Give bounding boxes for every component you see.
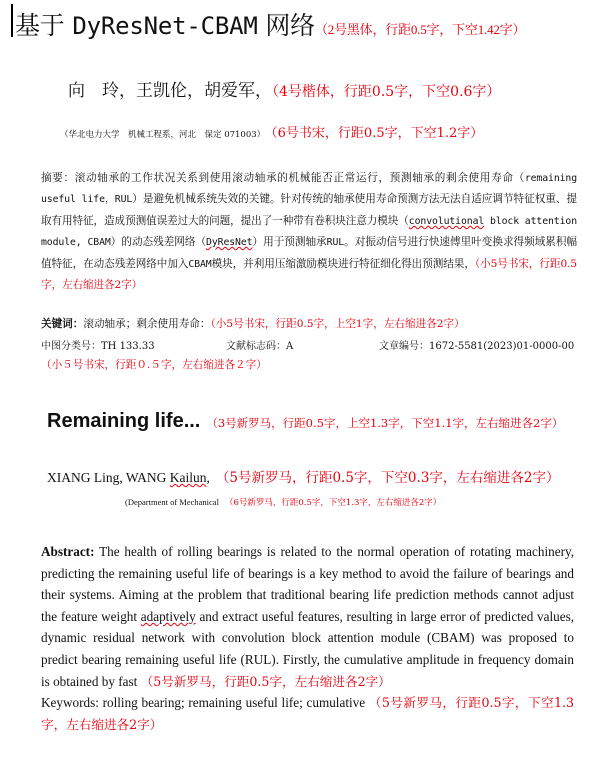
author-names: 向 玲，王凯伦，胡爱军， (68, 81, 272, 101)
abstract-cn-text: ）用于预测轴承 (252, 236, 327, 249)
abstract-en[interactable] (41, 541, 574, 735)
keywords-cn-format-note: （小5号书宋，行距0.5字，上空1字，左右缩进各2字） (210, 318, 465, 330)
keywords-cn[interactable] (41, 316, 577, 331)
abstract-en-text: and extract useful features, resulting in large error of predicted values, dynamic residual network with convolution block attention module (CBAM) was proposed to predict bearing remaining useful life (RUL). Firstly, the cumulative amplitude in frequency domain is obtained by fast (41, 608, 574, 689)
text-cursor (11, 4, 13, 37)
english-author-names: XIANG Ling, WANG (47, 470, 170, 485)
keywords-en-text: Keywords: rolling bearing; remaining useful life; cumulative (41, 695, 366, 711)
english-authors[interactable] (47, 466, 560, 486)
abstract-cn-term: RUL (326, 237, 345, 249)
english-title-format-note: （3号新罗马，行距0.5字，上空1.3字，下空1.1字，左右缩进各2字） (206, 416, 564, 430)
english-title-text: Remaining life... (47, 410, 201, 432)
abstract-cn-label: 摘要： (41, 172, 75, 184)
abstract-cn-term: block attention module, CBAM (41, 215, 577, 249)
abstract-cn-term: remaining useful life，RUL (41, 173, 578, 206)
spellcheck-underlined-word[interactable]: Kailun (169, 470, 207, 485)
english-author-names-end: , (206, 470, 210, 485)
abstract-cn-text: 模块，并利用压缩激励模块进行特征细化得出预测结果， (211, 257, 475, 270)
clc-number: 中图分类号：TH 133.33 (41, 341, 155, 352)
document-code: 文献标志码：A (226, 341, 294, 352)
paper-title[interactable] (15, 6, 525, 42)
english-authors-format-note: （5号新罗马，行距0.5字，下空0.3字，左右缩进各2字） (215, 470, 560, 486)
keywords-cn-text: 滚动轴承；剩余使用寿命： (83, 318, 211, 330)
english-affiliation-text: (Department of Mechanical (125, 497, 219, 507)
title-model-name: DyResNet-CBAM (72, 12, 258, 40)
abstract-cn-term: CBAM (188, 258, 212, 270)
abstract-cn-format-note: （小5号书宋，行距0.5字，左右缩进各2字） (41, 257, 578, 292)
keywords-cn-label: 关键词： (41, 318, 84, 330)
classification-format-note[interactable]: （小５号书宋，行距０.５字，左右缩进各２字） (41, 359, 267, 371)
title-cn-suffix: 网络 (265, 11, 315, 40)
affiliation-line[interactable] (60, 122, 483, 141)
affiliation-text: （华北电力大学 机械工程系，河北 保定 071003） (60, 130, 266, 140)
english-affiliation-format-note: （6号新罗马，行距0.5字，下空1.3字，左右缩进各2字） (224, 498, 442, 508)
spellcheck-underlined-word[interactable]: DyResNet (206, 237, 253, 249)
title-cn-prefix: 基于 (15, 11, 65, 40)
abstract-cn-text: ）是避免机械系统失效的关键。针对传统的轴承使用寿命预测方法无法自适应调节特征权重、提取有用特征，造成预测值误差过大的问题，提出了一种带有卷积块注意力模块（ (41, 193, 578, 227)
title-format-note: （2号黑体，行距0.5字，下空1.42字） (314, 22, 526, 37)
abstract-cn[interactable] (41, 168, 577, 296)
abstract-en-label: Abstract: (41, 544, 95, 559)
authors-format-note: （4号楷体，行距0.5字，下空0.6字） (272, 84, 501, 100)
keywords-en-format-note: （5号新罗马，行距0.5字，下空1.3字，左右缩进各2字） (41, 695, 575, 732)
spellcheck-underlined-word[interactable]: adaptively (140, 608, 196, 624)
article-number: 文章编号：1672-5581(2023)01-0000-00 (379, 341, 575, 352)
abstract-cn-text: ）的动态残差网络（ (110, 236, 207, 249)
english-title[interactable] (47, 410, 563, 433)
affiliation-format-note: （6号书宋，行距0.5字，下空1.2字） (271, 126, 484, 141)
spellcheck-underlined-word[interactable]: convolutional (408, 215, 485, 227)
english-affiliation[interactable] (125, 496, 441, 508)
abstract-cn-text: 。对振动信号进行快速傅里叶变换求得频域累积幅值特征，在动态残差网络中加入 (41, 236, 577, 270)
abstract-en-text: The health of rolling bearings is related to the normal operation of rotating machinery, predicting the remaining useful life of bearings is a key method to avoid the failure of bearings and their systems. Aiming at the problem that traditional bearing life prediction methods cannot adjust the feature weight (41, 544, 574, 624)
abstract-en-format-note: （5号新罗马，行距0.5字，左右缩进各2字） (140, 673, 391, 689)
authors-line[interactable] (68, 76, 500, 101)
abstract-cn-text: 滚动轴承的工作状况关系到使用滚动轴承的机械能否正常运行，预测轴承的剩余使用寿命（ (74, 172, 525, 184)
